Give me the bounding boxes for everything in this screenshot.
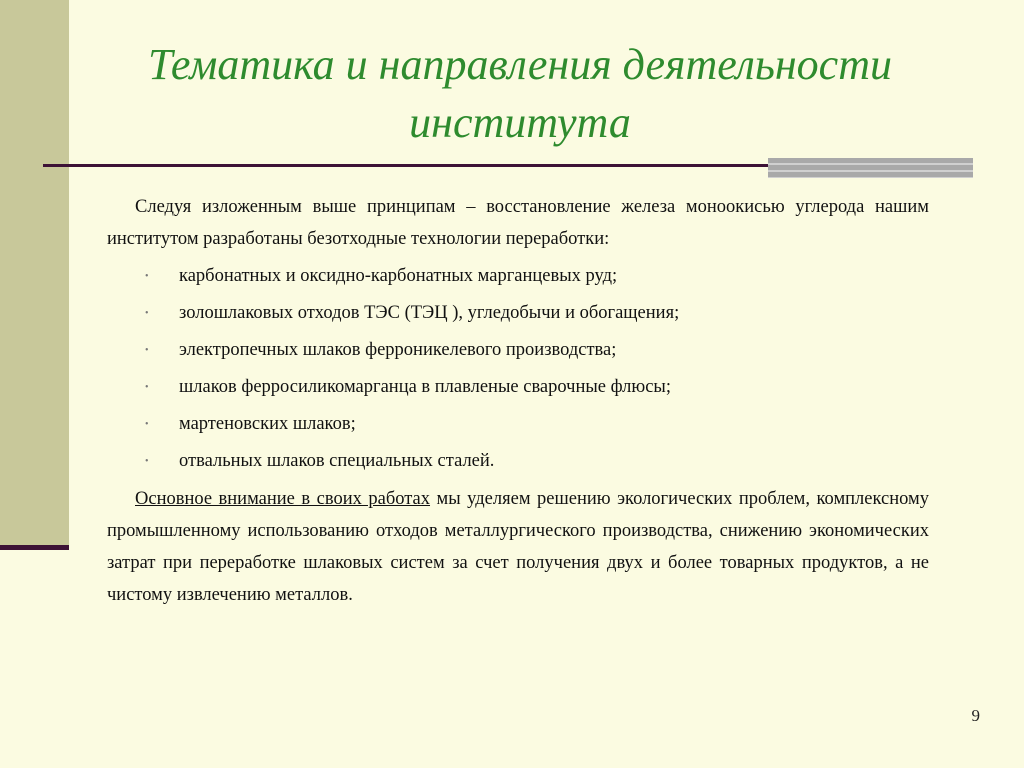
list-item-text: электропечных шлаков ферроникелевого производства; [179,340,617,360]
bullet-icon: • [145,345,149,356]
list-item-text: золошлаковых отходов ТЭС (ТЭЦ ), угледобычи и обогащения; [179,303,680,323]
list-item-text: шлаков ферросиликомарганца в плавленые сварочные флюсы; [179,377,671,397]
page-number: 9 [971,706,980,725]
list-item [107,406,929,443]
bullet-icon: • [145,382,149,393]
slide-title-line-2: института [409,98,631,147]
list-item [107,369,929,406]
slide-body [107,191,929,611]
conclusion-paragraph [107,483,929,611]
bullet-icon: • [145,308,149,319]
list-item-text: мартеновских шлаков; [179,414,356,434]
list-item [107,443,929,480]
list-item [107,295,929,332]
left-decorative-band [0,0,69,545]
technology-list [107,258,929,480]
bullet-icon: • [145,456,149,467]
bullet-icon: • [145,271,149,282]
slide-title-line-1: Тематика и направления деятельности [147,40,892,89]
bullet-icon: • [145,419,149,430]
conclusion-emphasis: Основное внимание в своих работах [135,489,431,509]
list-item [107,258,929,295]
slide-title [80,36,960,152]
list-item-text: карбонатных и оксидно-карбонатных марганцевых руд; [179,266,618,286]
list-item-text: отвальных шлаков специальных сталей. [179,451,495,471]
list-item [107,332,929,369]
left-band-underline [0,545,69,550]
intro-paragraph: Следуя изложенным выше принципам – восстановление железа моноокисью углерода нашим институтом разработаны безотходные технологии переработки: [107,197,929,249]
title-divider-accent [768,158,973,178]
conclusion-text: мы уделяем решению экологических проблем, комплексному промышленному использованию отходов металлургического производства, снижению экономических затрат при переработке шлаковых систем за счет получения двух и более товарных продуктов, а не чистому извлечению металлов. [107,489,929,605]
